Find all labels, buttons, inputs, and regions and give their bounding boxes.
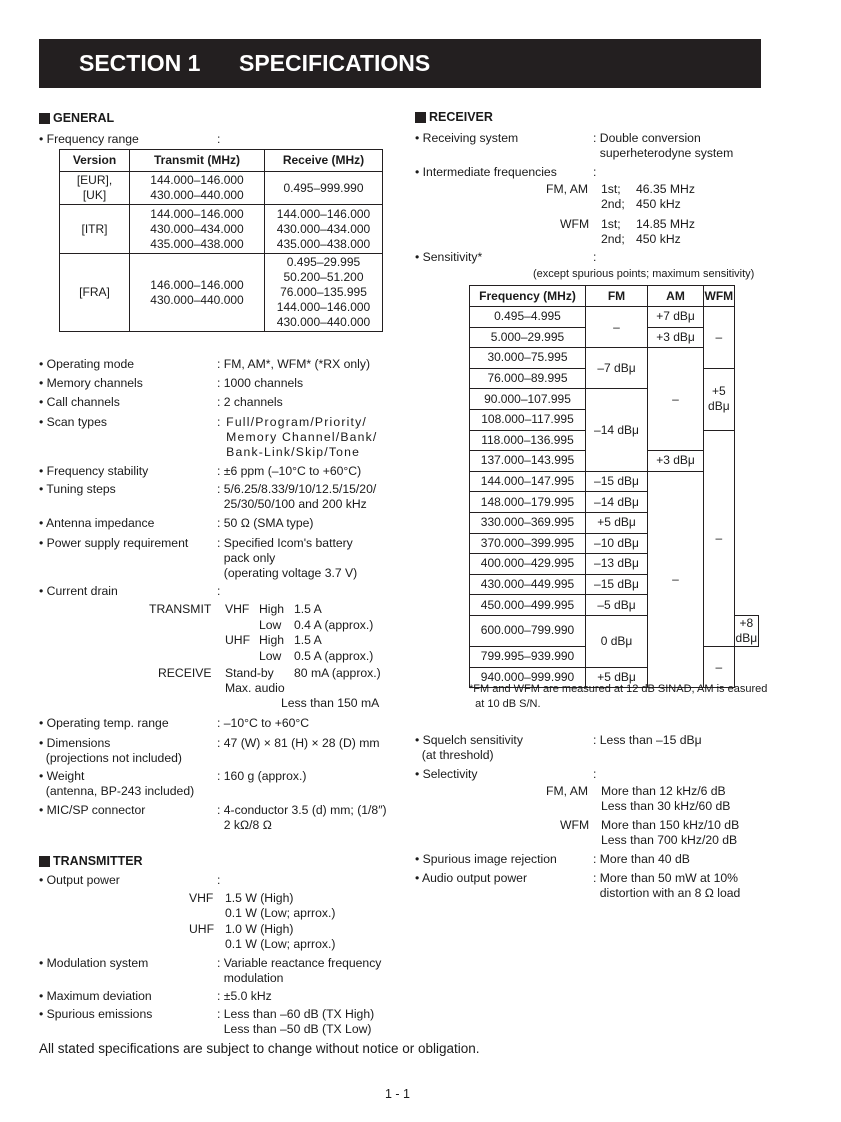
squelch-label: • Squelch sensitivity (at threshold) bbox=[415, 733, 523, 763]
current-uhf-high-label: High bbox=[259, 633, 285, 647]
spec-value: : ±6 ppm (–10°C to +60°C) bbox=[217, 464, 362, 478]
sensitivity-table bbox=[469, 285, 759, 688]
sensitivity-colon: : bbox=[593, 250, 597, 264]
spec-label: • Operating mode bbox=[39, 357, 135, 371]
spec-label: • Modulation system bbox=[39, 956, 149, 970]
spec-value: : 5/6.25/8.33/9/10/12.5/15/20/ 25/30/50/100 and 200 kHz bbox=[217, 482, 377, 512]
if-wfm-label: WFM bbox=[560, 217, 590, 231]
table-cell: 600.000–799.990 bbox=[470, 615, 586, 646]
table-cell: 940.000–999.990 bbox=[470, 667, 586, 688]
selectivity-fmam-label: FM, AM bbox=[546, 784, 588, 798]
current-vhf-low-value: 0.4 A (approx.) bbox=[294, 618, 374, 632]
spec-label: • Maximum deviation bbox=[39, 989, 152, 1003]
table-cell: 430.000–449.995 bbox=[470, 574, 586, 595]
table-cell: 137.000–143.995 bbox=[470, 451, 586, 472]
spurious-image-label: • Spurious image rejection bbox=[415, 852, 557, 866]
table-cell: – bbox=[704, 646, 735, 687]
current-vhf-high-value: 1.5 A bbox=[294, 602, 322, 616]
table-cell: –13 dBμ bbox=[586, 554, 648, 575]
spec-label: • Operating temp. range bbox=[39, 716, 169, 730]
spec-label: • Spurious emissions bbox=[39, 1007, 153, 1021]
disclaimer: All stated specifications are subject to change without notice or obligation. bbox=[39, 1041, 480, 1056]
table-cell: +5 dBμ bbox=[586, 512, 648, 533]
table-cell: 144.000–146.000 430.000–434.000 435.000–438.000 bbox=[130, 205, 265, 254]
output-vhf-value: 1.5 W (High) 0.1 W (Low; aprrox.) bbox=[225, 891, 336, 921]
selectivity-fmam-value: More than 12 kHz/6 dB Less than 30 kHz/60 dB bbox=[601, 784, 731, 814]
spec-value: : 47 (W) × 81 (H) × 28 (D) mm bbox=[217, 736, 380, 750]
spec-label: • Weight (antenna, BP-243 included) bbox=[39, 769, 195, 799]
heading-square-icon bbox=[415, 112, 426, 123]
if-colon: : bbox=[593, 165, 597, 179]
frequency-range-colon: : bbox=[217, 132, 221, 146]
table-cell: 144.000–147.995 bbox=[470, 471, 586, 492]
current-max-audio-label: Max. audio bbox=[225, 681, 285, 695]
table-cell: – bbox=[648, 348, 704, 451]
spec-label: • Tuning steps bbox=[39, 482, 116, 496]
if-wfm-1st-value: 14.85 MHz bbox=[636, 217, 695, 231]
table-cell: – bbox=[704, 430, 735, 646]
table-cell: 146.000–146.000 430.000–440.000 bbox=[130, 254, 265, 332]
output-uhf-value: 1.0 W (High) 0.1 W (Low; aprrox.) bbox=[225, 922, 336, 952]
if-label: • Intermediate frequencies bbox=[415, 165, 557, 179]
current-vhf-label: VHF bbox=[225, 602, 250, 616]
table-cell: +3 dBμ bbox=[648, 327, 704, 348]
table-header: WFM bbox=[704, 286, 735, 307]
spec-value: : 1000 channels bbox=[217, 376, 304, 390]
current-transmit-label: TRANSMIT bbox=[149, 602, 212, 616]
table-cell: [ITR] bbox=[60, 205, 130, 254]
spec-value: : bbox=[217, 584, 221, 598]
current-uhf-low-value: 0.5 A (approx.) bbox=[294, 649, 374, 663]
if-fmam-2nd-value: 450 kHz bbox=[636, 197, 681, 211]
table-header: AM bbox=[648, 286, 704, 307]
table-cell: [EUR], [UK] bbox=[60, 172, 130, 205]
table-cell: – bbox=[648, 471, 704, 687]
current-standby-label: Stand-by bbox=[225, 666, 274, 680]
spec-value: : ±5.0 kHz bbox=[217, 989, 272, 1003]
general-heading: GENERAL bbox=[39, 111, 114, 125]
current-uhf-high-value: 1.5 A bbox=[294, 633, 322, 647]
spec-value: : 4-conductor 3.5 (d) mm; (1/8″) 2 kΩ/8 Ω bbox=[217, 803, 387, 833]
table-cell: 144.000–146.000 430.000–440.000 bbox=[130, 172, 265, 205]
spec-value: : –10°C to +60°C bbox=[217, 716, 310, 730]
spec-label: • Scan types bbox=[39, 415, 107, 429]
table-cell: +8 dBμ bbox=[735, 615, 758, 645]
transmitter-heading: TRANSMITTER bbox=[39, 854, 143, 868]
output-power-label: • Output power bbox=[39, 873, 120, 887]
squelch-value: : Less than –15 dBμ bbox=[593, 733, 702, 747]
selectivity-wfm-label: WFM bbox=[560, 818, 590, 832]
spec-label: • Call channels bbox=[39, 395, 120, 409]
spec-label: • Memory channels bbox=[39, 376, 143, 390]
table-cell: 30.000–75.995 bbox=[470, 348, 586, 369]
table-header: Frequency (MHz) bbox=[470, 286, 586, 307]
table-header: Receive (MHz) bbox=[265, 150, 383, 172]
frequency-range-table bbox=[59, 149, 383, 332]
selectivity-colon: : bbox=[593, 767, 597, 781]
receiver-heading: RECEIVER bbox=[415, 110, 493, 124]
page-number: 1 - 1 bbox=[385, 1087, 411, 1101]
table-cell: +3 dBμ bbox=[648, 451, 704, 472]
table-cell: 0 dBμ bbox=[586, 615, 648, 667]
table-cell: 400.000–429.995 bbox=[470, 554, 586, 575]
if-2nd-label: 2nd; bbox=[601, 197, 625, 211]
table-cell: 118.000–136.995 bbox=[470, 430, 586, 451]
receiving-system-value: : Double conversion superheterodyne system bbox=[593, 131, 734, 161]
if-fmam-label: FM, AM bbox=[546, 182, 588, 196]
table-cell: –15 dBμ bbox=[586, 471, 648, 492]
current-standby-value: 80 mA (approx.) bbox=[294, 666, 381, 680]
spec-value: : 50 Ω (SMA type) bbox=[217, 516, 314, 530]
table-cell: – bbox=[704, 307, 735, 369]
if-wfm-2nd-value: 450 kHz bbox=[636, 232, 681, 246]
output-uhf-label: UHF bbox=[189, 922, 215, 936]
selectivity-wfm-value: More than 150 kHz/10 dB Less than 700 kHz/20 dB bbox=[601, 818, 740, 848]
table-cell: –10 dBμ bbox=[586, 533, 648, 554]
spec-label: • Current drain bbox=[39, 584, 118, 598]
spec-value: : Less than –60 dB (TX High) Less than –50 dB (TX Low) bbox=[217, 1007, 375, 1037]
spec-value: : 2 channels bbox=[217, 395, 283, 409]
table-cell: 450.000–499.995 bbox=[470, 595, 586, 616]
spurious-image-value: : More than 40 dB bbox=[593, 852, 690, 866]
table-cell: [FRA] bbox=[60, 254, 130, 332]
table-cell: – bbox=[586, 307, 648, 348]
spec-label: • Power supply requirement bbox=[39, 536, 189, 550]
spec-value: : Specified Icom's battery pack only (operating voltage 3.7 V) bbox=[217, 536, 358, 581]
current-vhf-high-label: High bbox=[259, 602, 285, 616]
table-cell: 76.000–89.995 bbox=[470, 368, 586, 389]
output-power-colon: : bbox=[217, 873, 221, 887]
table-header: Transmit (MHz) bbox=[130, 150, 265, 172]
table-cell: –5 dBμ bbox=[586, 595, 648, 616]
spec-value: : 160 g (approx.) bbox=[217, 769, 307, 783]
receiving-system-label: • Receiving system bbox=[415, 131, 519, 145]
audio-output-label: • Audio output power bbox=[415, 871, 528, 885]
heading-square-icon bbox=[39, 856, 50, 867]
current-vhf-low-label: Low bbox=[259, 618, 282, 632]
table-cell: 144.000–146.000 430.000–434.000 435.000–438.000 bbox=[265, 205, 383, 254]
table-cell: –14 dBμ bbox=[586, 389, 648, 471]
table-header: FM bbox=[586, 286, 648, 307]
table-cell: 0.495–29.995 50.200–51.200 76.000–135.995 144.000–146.000 430.000–440.000 bbox=[265, 254, 383, 332]
table-header: Version bbox=[60, 150, 130, 172]
table-cell: 108.000–117.995 bbox=[470, 409, 586, 430]
table-cell: –7 dBμ bbox=[586, 348, 648, 389]
sensitivity-note: (except spurious points; maximum sensitivity) bbox=[533, 268, 755, 280]
if-1st-label: 1st; bbox=[601, 182, 621, 196]
section-number: SECTION 1 bbox=[79, 50, 201, 76]
table-cell: –14 dBμ bbox=[586, 492, 648, 513]
if-2nd-label: 2nd; bbox=[601, 232, 625, 246]
sensitivity-footnote: *FM and WFM are measured at 12 dB SINAD, AM is easured at 10 dB S/N. bbox=[469, 683, 768, 710]
current-receive-label: RECEIVE bbox=[158, 666, 212, 680]
current-uhf-low-label: Low bbox=[259, 649, 282, 663]
table-cell: 5.000–29.995 bbox=[470, 327, 586, 348]
spec-label: • Dimensions (projections not included) bbox=[39, 736, 182, 766]
table-cell: +7 dBμ bbox=[648, 307, 704, 328]
spec-value: : Variable reactance frequency modulation bbox=[217, 956, 382, 986]
current-uhf-label: UHF bbox=[225, 633, 251, 647]
output-vhf-label: VHF bbox=[189, 891, 214, 905]
table-cell: –15 dBμ bbox=[586, 574, 648, 595]
spec-value: : FM, AM*, WFM* (*RX only) bbox=[217, 357, 371, 371]
audio-output-value: : More than 50 mW at 10% distortion with an 8 Ω load bbox=[593, 871, 741, 901]
table-cell: 148.000–179.995 bbox=[470, 492, 586, 513]
table-cell: 370.000–399.995 bbox=[470, 533, 586, 554]
page-title: SPECIFICATIONS bbox=[239, 50, 431, 76]
table-cell: +5 dBμ bbox=[586, 667, 648, 688]
spec-label: • Frequency stability bbox=[39, 464, 149, 478]
current-max-audio-value: Less than 150 mA bbox=[281, 696, 380, 710]
table-cell: 0.495–4.995 bbox=[470, 307, 586, 328]
spec-label: • Antenna impedance bbox=[39, 516, 155, 530]
table-cell: 330.000–369.995 bbox=[470, 512, 586, 533]
spec-value: : Full/Program/Priority/ Memory Channel/Bank/ Bank-Link/Skip/Tone bbox=[217, 415, 378, 460]
if-1st-label: 1st; bbox=[601, 217, 621, 231]
table-cell: +5 dBμ bbox=[704, 368, 735, 430]
selectivity-label: • Selectivity bbox=[415, 767, 478, 781]
table-cell: 90.000–107.995 bbox=[470, 389, 586, 410]
table-cell: 0.495–999.990 bbox=[265, 172, 383, 205]
table-cell: 799.995–939.990 bbox=[470, 646, 586, 667]
sensitivity-label: • Sensitivity* bbox=[415, 250, 483, 264]
if-fmam-1st-value: 46.35 MHz bbox=[636, 182, 695, 196]
heading-square-icon bbox=[39, 113, 50, 124]
spec-label: • MIC/SP connector bbox=[39, 803, 146, 817]
frequency-range-label: • Frequency range bbox=[39, 132, 139, 146]
